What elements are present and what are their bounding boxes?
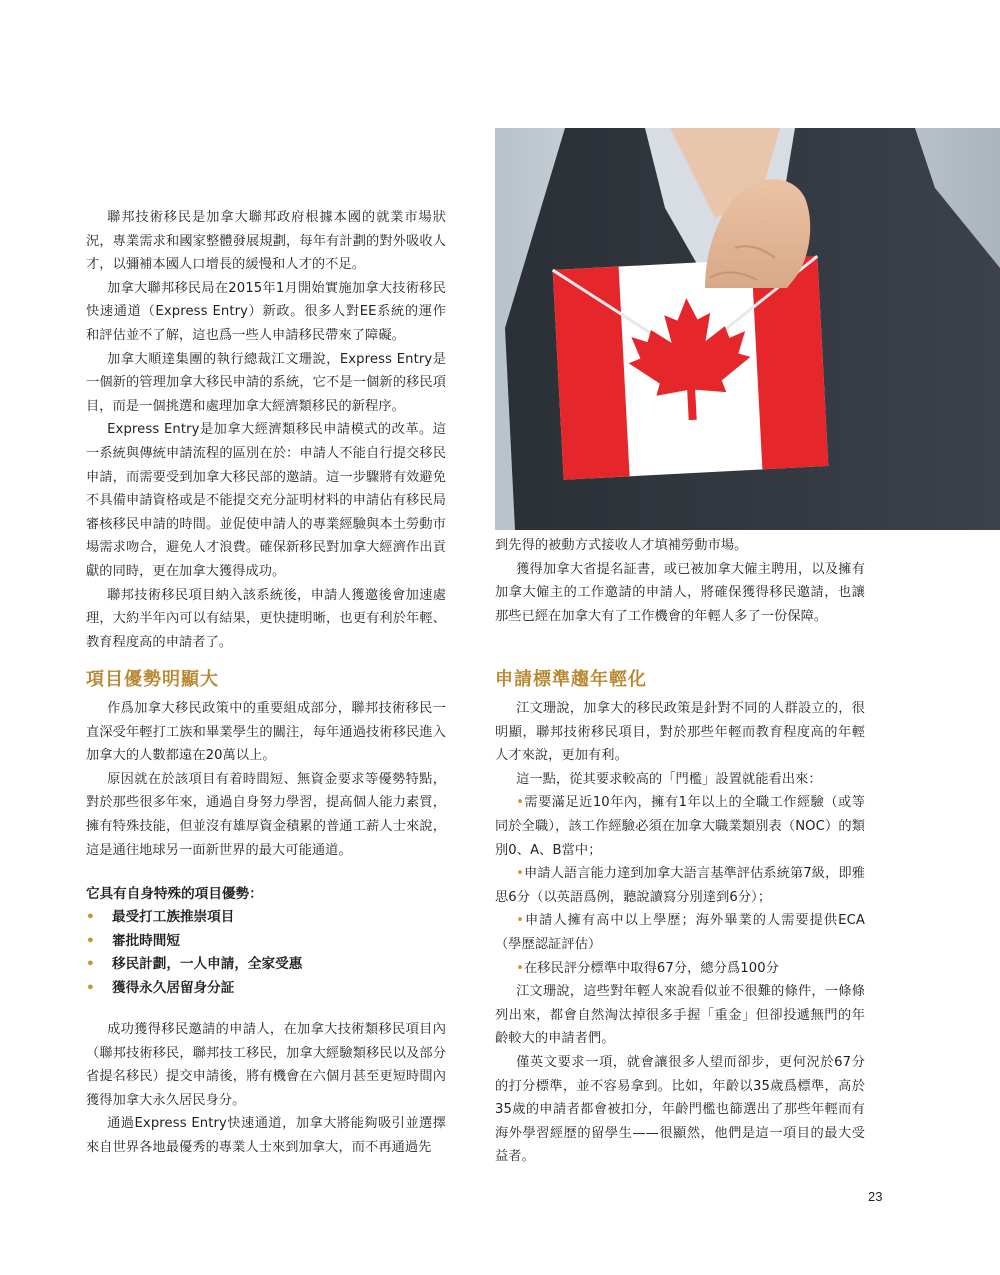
bullet-icon: • [86,956,95,973]
paragraph: 聯邦技術移民項目納入該系統後，申請人獲邀後會加速處理，大約半年內可以有結果，更快捷明晰，也更有利於年輕、教育程度高的申請者了。 [86,587,446,650]
requirement-item: •申請人語言能力達到加拿大語言基準評估系統第7級，即雅思6分（以英語爲例，聽說讀寫分別達到6分）； [495,866,865,905]
paragraph: 江文珊說，加拿大的移民政策是針對不同的人群設立的，很明顯，聯邦技術移民項目，對於那些年輕而教育程度高的年輕人才來說，更加有利。 [495,701,865,764]
paragraph: 僅英文要求一項，就會讓很多人望而卻步，更何況於67分的打分標準，並不容易拿到。比如，年齡以35歲爲標準，高於35歲的申請者都會被扣分，年齡門檻也篩選出了那些年輕而有海外學習經歷的留學生——很顯然，他們是這一項目的最大受益者。 [495,1054,865,1165]
bullet-icon: • [516,913,524,929]
section2-text [495,697,865,1169]
paragraph: 聯邦技術移民是加拿大聯邦政府根據本國的就業市場狀況，專業需求和國家整體發展規劃，每年有計劃的對外吸收人才，以彌補本國人口增長的緩慢和人才的不足。 [86,210,446,273]
paragraph: 作爲加拿大移民政策中的重要組成部分，聯邦技術移民一直深受年輕打工族和畢業學生的關注，每年通過技術移民進入加拿大的人數都遠在20萬以上。 [86,701,446,764]
paragraph: 通過Express Entry快速通道，加拿大將能夠吸引並選擇來自世界各地最優秀的專業人士來到加拿大，而不再通過先 [86,1116,446,1155]
requirement-item: •需要滿足近10年內，擁有1年以上的全職工作經驗（或等同於全職），該工作經驗必須在加拿大職業類別表（NOC）的類別0、A、B當中； [495,795,865,858]
section-heading: 項目優勢明顯大 [86,669,219,690]
canada-flag-envelope-photo [495,128,1000,530]
list-item: • 獲得永久居留身分証 [86,977,446,1001]
paragraph: 獲得加拿大省提名証書，或已被加拿大僱主聘用，以及擁有加拿大僱主的工作邀請的申請人，將確保獲得移民邀請，也讓那些已經在加拿大有了工作機會的年輕人多了一份保障。 [495,561,865,624]
paragraph: 成功獲得移民邀請的申請人，在加拿大技術類移民項目內（聯邦技術移民，聯邦技工移民，加拿大經驗類移民以及部分省提名移民）提交申請後，將有機會在六個月甚至更短時間內獲得加拿大永久居民身分。 [86,1022,446,1108]
section-heading: 申請標準趨年輕化 [495,669,647,690]
bullet-icon: • [86,932,95,949]
bullet-icon: • [516,866,524,882]
intro-text [86,206,446,654]
paragraph: 原因就在於該項目有着時間短、無資金要求等優勢特點，對於那些很多年來，通過自身努力學習，提高個人能力素質，擁有特殊技能，但並沒有雄厚資金積累的普通工薪人士來說，這是通往地球另一面新世界的最大可能通道。 [86,771,446,858]
bullet-icon: • [86,909,95,925]
section1b-text [86,1018,446,1160]
canada-flag-envelope-illustration [495,128,1000,530]
advantages-list [86,906,446,1000]
bullet-icon: • [516,795,524,811]
paragraph: 江文珊說，這些對年輕人來說看似並不很難的條件，一條條列出來，都會自然淘汰掉很多手握「重金」但卻投遞無門的年齡較大的申請者們。 [495,984,865,1047]
section1-text [86,697,446,862]
list-item: • 最受打工族推崇項目 [86,906,446,930]
paragraph: 加拿大聯邦移民局在2015年1月開始實施加拿大技術移民快速通道（Express Entry）新政。很多人對EE系統的運作和評估並不了解，這也爲一些人申請移民帶來了障礙。 [86,280,446,343]
page-number: 23 [868,1189,883,1204]
paragraph: Express Entry是加拿大經濟類移民申請模式的改革。這一系統與傳統申請流程的區別在於：申請人不能自行提交移民申請，而需要受到加拿大移民部的邀請。這一步驟將有效避免不具備申請資格或是不能提交充分証明材料的申請佔有移民局審核移民申請的時間。並促使申請人的專業經驗與本土勞動市場需求吻合，避免人才浪費。確保新移民對加拿大經濟作出貢獻的同時，更在加拿大獲得成功。 [86,422,446,579]
paragraph: 加拿大順達集團的執行總裁江文珊說，Express Entry是一個新的管理加拿大移民申請的系統，它不是一個新的移民項目，而是一個挑選和處理加拿大經濟類移民的新程序。 [86,351,446,414]
requirement-item: •在移民評分標準中取得67分，總分爲100分 [516,960,780,976]
advantages-title: 它具有自身特殊的項目優勢： [86,886,263,902]
paragraph: 到先得的被動方式接收人才填補勞動市場。 [495,538,748,553]
paragraph: 這一點，從其要求較高的「門檻」設置就能看出來： [516,771,822,787]
requirement-item: •申請人擁有高中以上學歷；海外畢業的人需要提供ECA（學歷認証評估） [495,913,865,952]
bullet-icon: • [516,960,524,976]
list-item: • 移民計劃，一人申請，全家受惠 [86,953,446,977]
continued-text [495,534,865,628]
list-item: • 審批時間短 [86,930,446,954]
bullet-icon: • [86,979,95,996]
advantages-box [86,882,446,1000]
